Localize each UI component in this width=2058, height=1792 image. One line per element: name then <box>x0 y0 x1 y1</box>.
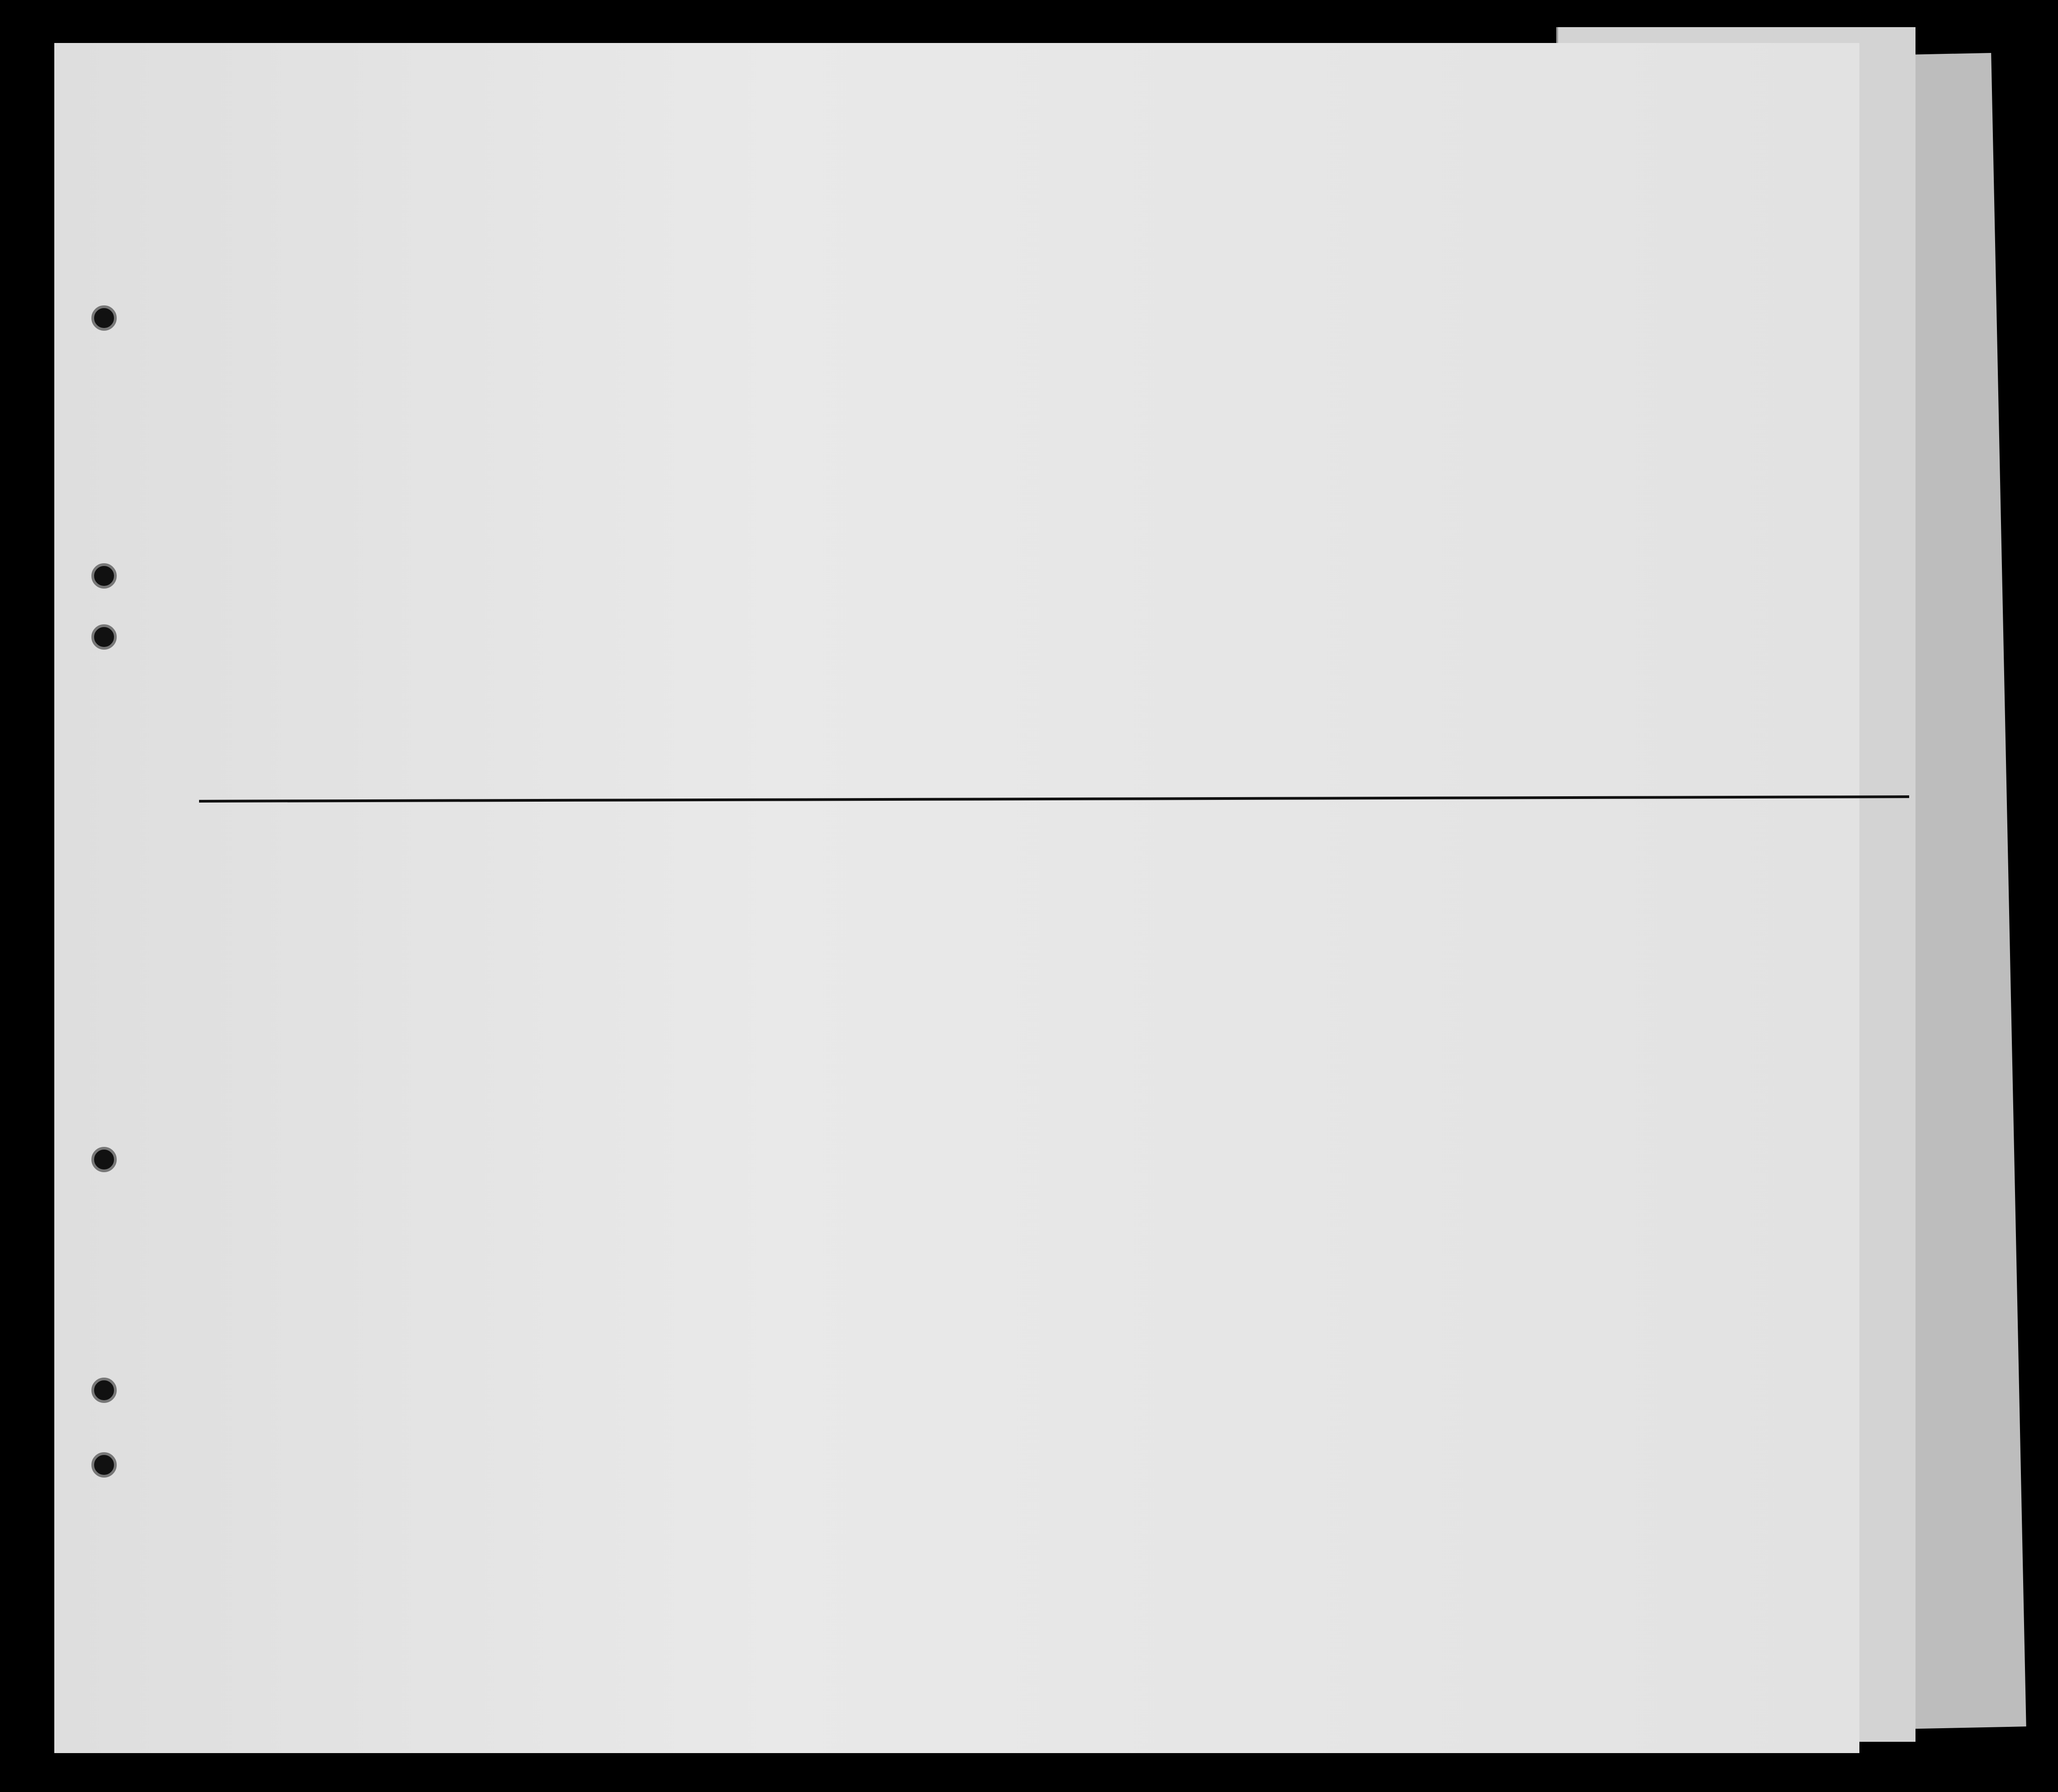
manifest-page <box>54 43 1859 1753</box>
strikethrough-row-9 <box>199 795 1909 803</box>
binding-hole-5 <box>91 1378 117 1403</box>
binding-hole-1 <box>91 305 117 331</box>
binding-hole-6 <box>91 1452 117 1478</box>
binding-hole-4 <box>91 1147 117 1172</box>
binding-hole-3 <box>91 624 117 650</box>
binding-hole-2 <box>91 563 117 589</box>
